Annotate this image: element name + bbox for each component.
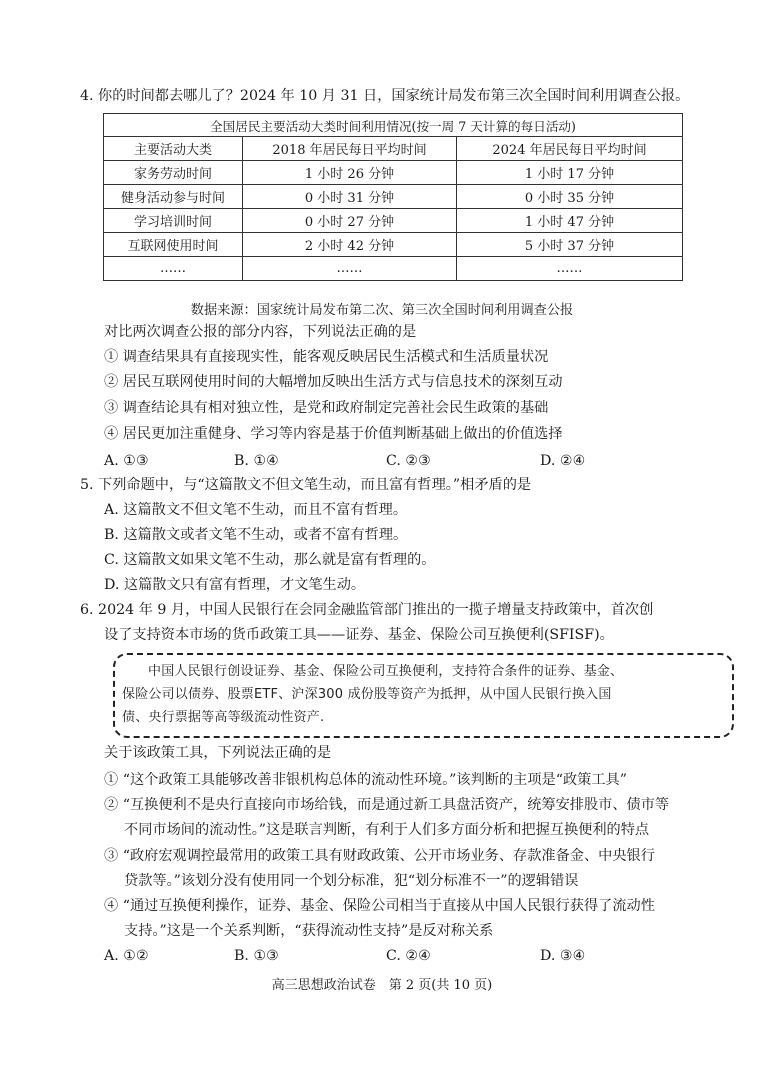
table-row: [104, 257, 683, 281]
table-cell: 0 小时 27 分钟: [243, 209, 457, 233]
q6-item-1: ① “这个政策工具能够改善非银机构总体的流动性环境。”该判断的主项是“政策工具”: [104, 772, 627, 788]
q5-option-c: C. 这篇散文如果文笔不生动，那么就是富有哲理的。: [104, 552, 436, 568]
table-cell: 互联网使用时间: [104, 233, 243, 257]
q6-option-b: B. ①③: [234, 948, 279, 964]
table-cell: 5 小时 37 分钟: [457, 233, 683, 257]
q5-option-d: D. 这篇散文只有富有哲理，才文笔生动。: [104, 577, 366, 593]
q6-stem-line2: 设了支持资本市场的货币政策工具——证券、基金、保险公司互换便利(SFISF)。: [104, 627, 614, 643]
q6-item-2-cont: 不同市场间的流动性。”这是联言判断，有利于人们多方面分析和把握互换便利的特点: [124, 822, 650, 838]
q5-option-a: A. 这篇散文不但文笔不生动，而且不富有哲理。: [104, 502, 408, 518]
q6-item-2: ② “互换便利不是央行直接向市场给钱，而是通过新工具盘活资产，统筹安排股市、债市等: [104, 797, 670, 813]
q6-item-3-cont: 贷款等。”该划分没有使用同一个划分标准，犯“划分标准不一”的逻辑错误: [124, 873, 579, 889]
q4-question: 对比两次调查公报的部分内容，下列说法正确的是: [104, 324, 417, 340]
table-cell: ……: [243, 257, 457, 281]
material-line-3: 债、央行票据等高等级流动性资产.: [122, 710, 325, 725]
q4-item-1: ① 调查结果具有直接现实性，能客观反映居民生活模式和生活质量状况: [104, 349, 549, 365]
table-caption: 全国居民主要活动大类时间利用情况(按一周 7 天计算的每日活动): [104, 114, 683, 137]
table-cell: 1 小时 47 分钟: [457, 209, 683, 233]
table-cell: ……: [104, 257, 243, 281]
table-cell: 0 小时 35 分钟: [457, 185, 683, 209]
q6-option-d: D. ③④: [540, 948, 586, 964]
q5-option-b: B. 这篇散文或者文笔不生动，或者不富有哲理。: [104, 527, 408, 543]
table-cell: ……: [457, 257, 683, 281]
q6-option-a: A. ①②: [104, 948, 149, 964]
table-row: [104, 161, 683, 185]
q4-option-d: D. ②④: [540, 453, 586, 469]
table-cell: 1 小时 26 分钟: [243, 161, 457, 185]
material-line-1: 中国人民银行创设证券、基金、保险公司互换便利，支持符合条件的证券、基金、: [148, 664, 624, 679]
table-cell: 家务劳动时间: [104, 161, 243, 185]
q4-option-b: B. ①④: [234, 453, 279, 469]
q4-option-a: A. ①③: [104, 453, 149, 469]
table-row: [104, 233, 683, 257]
table-row: [104, 185, 683, 209]
table-row: [104, 209, 683, 233]
q5-stem: 5. 下列命题中，与“这篇散文不但文笔生动，而且富有哲理。”相矛盾的是: [80, 477, 532, 493]
q6-stem-line1: 6. 2024 年 9 月，中国人民银行在会同金融监管部门推出的一揽子增量支持政策中，首次创: [80, 602, 654, 618]
material-line-2: 保险公司以债券、股票ETF、沪深300 成份股等资产为抵押，从中国人民银行换入国: [122, 687, 612, 702]
table-header: 2024 年居民每日平均时间: [457, 137, 683, 161]
table-header: 2018 年居民每日平均时间: [243, 137, 457, 161]
q6-question: 关于该政策工具，下列说法正确的是: [104, 745, 332, 761]
table-cell: 健身活动参与时间: [104, 185, 243, 209]
q6-item-3: ③ “政府宏观调控最常用的政策工具有财政政策、公开市场业务、存款准备金、中央银行: [104, 848, 655, 864]
q4-option-c: C. ②③: [386, 453, 431, 469]
q6-item-4-cont: 支持。”这是一个关系判断，“获得流动性支持”是反对称关系: [124, 923, 494, 939]
q6-item-4: ④ “通过互换便利操作，证券、基金、保险公司相当于直接从中国人民银行获得了流动性: [104, 898, 655, 914]
table-source: 数据来源：国家统计局发布第二次、第三次全国时间利用调查公报: [190, 303, 574, 318]
table-cell: 学习培训时间: [104, 209, 243, 233]
q4-stem: 4. 你的时间都去哪儿了？2024 年 10 月 31 日，国家统计局发布第三次全国时间利用调查公报。: [80, 88, 690, 104]
time-use-table: [103, 113, 683, 281]
q4-item-4: ④ 居民更加注重健身、学习等内容是基于价值判断基础上做出的价值选择: [104, 426, 563, 442]
table-header: 主要活动大类: [104, 137, 243, 161]
table-cell: 1 小时 17 分钟: [457, 161, 683, 185]
table-cell: 2 小时 42 分钟: [243, 233, 457, 257]
q6-option-c: C. ②④: [386, 948, 431, 964]
table-cell: 0 小时 31 分钟: [243, 185, 457, 209]
q4-item-3: ③ 调查结论具有相对独立性，是党和政府制定完善社会民生政策的基础: [104, 400, 549, 416]
q4-item-2: ② 居民互联网使用时间的大幅增加反映出生活方式与信息技术的深刻互动: [104, 374, 563, 390]
page-footer: 高三思想政治试卷 第 2 页(共 10 页): [271, 978, 493, 993]
